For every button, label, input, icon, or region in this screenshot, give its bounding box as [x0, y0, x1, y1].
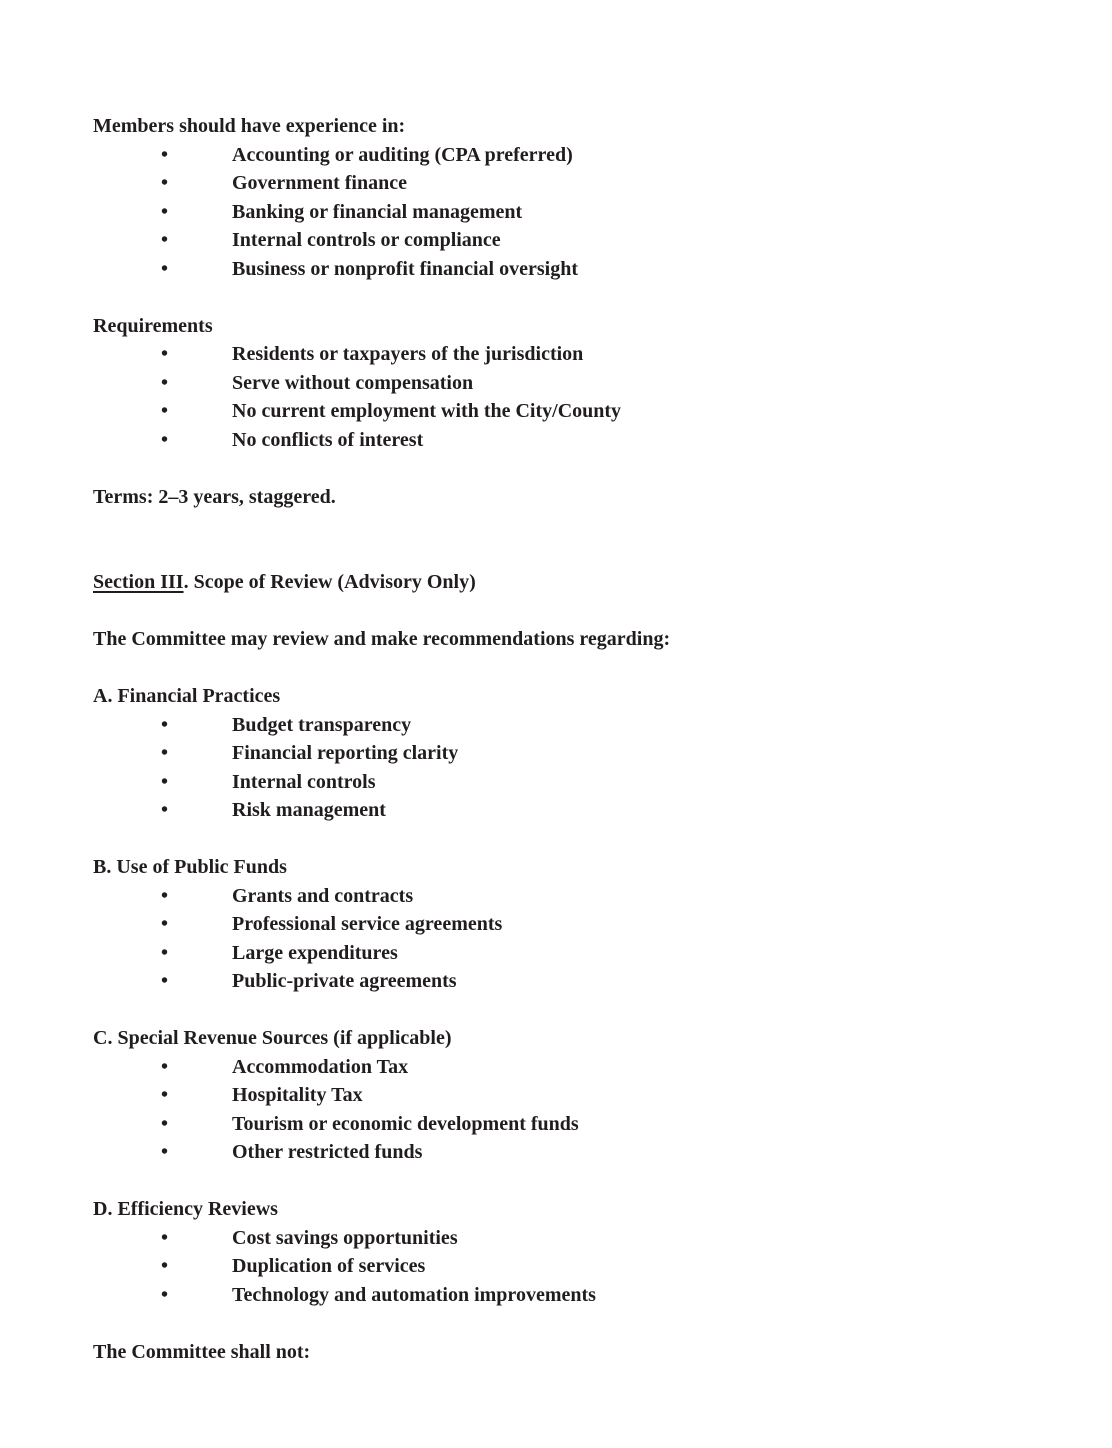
list-item	[93, 711, 1022, 740]
list-item	[93, 397, 1022, 426]
list-item-text: No conflicts of interest	[232, 428, 424, 451]
closing-line: The Committee shall not:	[93, 1340, 311, 1363]
list-item-text: Technology and automation improvements	[232, 1283, 596, 1306]
bullet-icon: •	[161, 200, 169, 223]
members-heading: Members should have experience in:	[93, 115, 406, 137]
list-item-text: Serve without compensation	[232, 371, 474, 394]
list-item-text: Public-private agreements	[232, 970, 457, 992]
list-item-text: Hospitality Tax	[232, 1084, 363, 1106]
subsection-d-heading: D. Efficiency Reviews	[93, 1198, 278, 1220]
list-item-text: Residents or taxpayers of the jurisdiction	[232, 343, 584, 365]
list-item-text: Duplication of services	[232, 1255, 426, 1277]
list-item	[93, 882, 1022, 911]
list-item	[93, 141, 1022, 170]
list-item-text: Grants and contracts	[232, 884, 414, 907]
list-item	[93, 939, 1022, 968]
bullet-icon: •	[161, 1226, 169, 1249]
list-item-text: Risk management	[232, 799, 386, 821]
bullet-icon: •	[161, 343, 169, 365]
list-item	[93, 739, 1022, 768]
list-item-text: Government finance	[232, 172, 407, 194]
bullet-icon: •	[161, 1055, 169, 1078]
list-item	[93, 369, 1022, 398]
list-item	[93, 1138, 1022, 1167]
list-item-text: Professional service agreements	[232, 913, 503, 935]
subsection-b-list	[93, 882, 1022, 996]
bullet-icon: •	[161, 1141, 169, 1163]
requirements-list	[93, 340, 1022, 454]
bullet-icon: •	[161, 257, 169, 280]
bullet-icon: •	[161, 742, 169, 764]
list-item	[93, 198, 1022, 227]
section-iii-label: Section III	[93, 571, 184, 593]
bullet-icon: •	[161, 799, 169, 821]
bullet-icon: •	[161, 1112, 169, 1135]
list-item	[93, 1224, 1022, 1253]
subsection-a-list	[93, 711, 1022, 825]
bullet-icon: •	[161, 1084, 169, 1106]
list-item	[93, 796, 1022, 825]
list-item-text: Business or nonprofit financial oversight	[232, 257, 578, 280]
bullet-icon: •	[161, 172, 169, 194]
list-item-text: Cost savings opportunities	[232, 1226, 458, 1249]
subsection-d-list	[93, 1224, 1022, 1310]
subsection-a-heading: A. Financial Practices	[93, 685, 281, 707]
list-item	[93, 169, 1022, 198]
subsection-c-list	[93, 1053, 1022, 1167]
list-item-text: Tourism or economic development funds	[232, 1112, 579, 1135]
bullet-icon: •	[161, 970, 169, 992]
bullet-icon: •	[161, 913, 169, 935]
section-iii-heading	[93, 568, 1022, 597]
bullet-icon: •	[161, 941, 169, 964]
list-item-text: Other restricted funds	[232, 1141, 423, 1163]
bullet-icon: •	[161, 1255, 169, 1277]
list-item-text: Accounting or auditing (CPA preferred)	[232, 143, 573, 166]
list-item	[93, 1281, 1022, 1310]
terms-line: Terms: 2–3 years, staggered.	[93, 485, 336, 508]
list-item	[93, 426, 1022, 455]
list-item	[93, 1081, 1022, 1110]
requirements-heading: Requirements	[93, 314, 213, 337]
members-list	[93, 141, 1022, 284]
bullet-icon: •	[161, 229, 169, 251]
review-intro-line: The Committee may review and make recommendations regarding:	[93, 628, 671, 650]
bullet-icon: •	[161, 884, 169, 907]
bullet-icon: •	[161, 143, 169, 166]
list-item	[93, 255, 1022, 284]
bullet-icon: •	[161, 371, 169, 394]
list-item	[93, 1053, 1022, 1082]
subsection-b-heading: B. Use of Public Funds	[93, 856, 287, 878]
list-item-text: Financial reporting clarity	[232, 742, 459, 764]
list-item-text: Budget transparency	[232, 713, 412, 736]
bullet-icon: •	[161, 428, 169, 451]
bullet-icon: •	[161, 400, 169, 422]
bullet-icon: •	[161, 1283, 169, 1306]
list-item	[93, 226, 1022, 255]
section-iii-title: . Scope of Review (Advisory Only)	[183, 571, 476, 593]
list-item-text: Internal controls or compliance	[232, 229, 501, 251]
list-item-text: Accommodation Tax	[232, 1055, 409, 1078]
list-item	[93, 340, 1022, 369]
bullet-icon: •	[161, 713, 169, 736]
list-item	[93, 768, 1022, 797]
list-item	[93, 1110, 1022, 1139]
list-item-text: No current employment with the City/County	[232, 400, 622, 422]
list-item	[93, 910, 1022, 939]
bullet-icon: •	[161, 770, 169, 793]
list-item-text: Large expenditures	[232, 941, 398, 964]
list-item	[93, 1252, 1022, 1281]
subsection-c-heading: C. Special Revenue Sources (if applicable)	[93, 1027, 452, 1049]
list-item	[93, 967, 1022, 996]
list-item-text: Internal controls	[232, 770, 376, 793]
list-item-text: Banking or financial management	[232, 200, 523, 223]
